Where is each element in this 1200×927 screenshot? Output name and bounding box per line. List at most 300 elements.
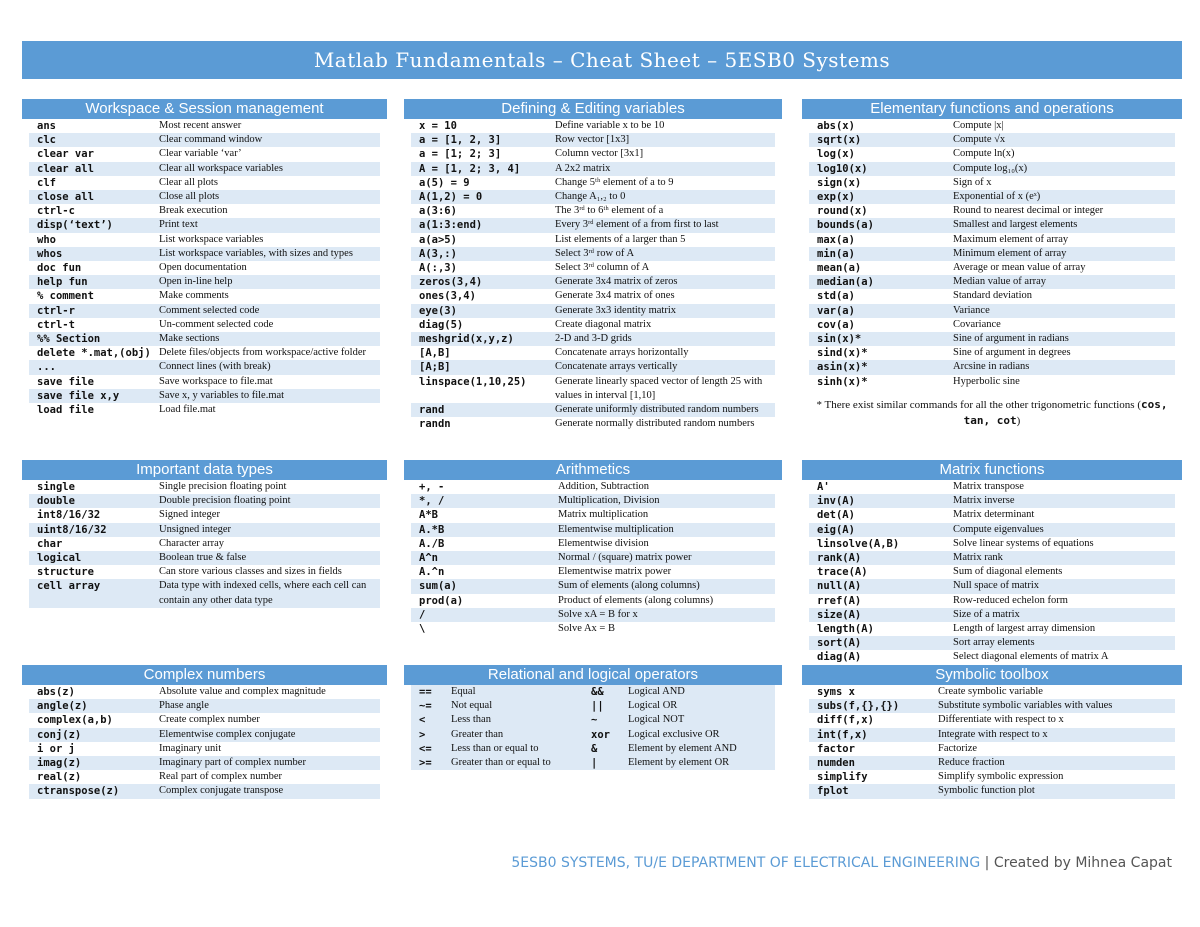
command-cell: \	[411, 622, 550, 636]
command-cell: max(a)	[809, 233, 945, 247]
section-header: Arithmetics	[404, 460, 782, 480]
section-defining	[404, 99, 782, 431]
table-row	[29, 537, 380, 551]
table-row	[809, 713, 1175, 727]
command-cell: disp(‘text’)	[29, 218, 151, 232]
description-cell: Covariance	[945, 318, 1175, 332]
description-cell: Change 5ᵗʰ element of a to 9	[547, 176, 775, 190]
command-cell: real(z)	[29, 770, 151, 784]
table-row	[411, 608, 775, 622]
command-cell: int8/16/32	[29, 508, 151, 522]
description-cell: Character array	[151, 537, 380, 551]
section-header: Important data types	[22, 460, 387, 480]
table-row	[29, 261, 380, 275]
description-cell: Real part of complex number	[151, 770, 380, 784]
command-cell: sign(x)	[809, 176, 945, 190]
command-cell: diag(5)	[411, 318, 547, 332]
footnote-text: * There exist similar commands for all the other trigonometric functions (	[816, 398, 1142, 411]
section-header: Matrix functions	[802, 460, 1182, 480]
table-row	[809, 756, 1175, 770]
table-row	[411, 261, 775, 275]
description-cell: Minimum element of array	[945, 247, 1175, 261]
command-cell: asin(x)*	[809, 360, 945, 374]
description-cell: Length of largest array dimension	[945, 622, 1175, 636]
command-cell: who	[29, 233, 151, 247]
table-row	[29, 551, 380, 565]
description-cell: Complex conjugate transpose	[151, 784, 380, 798]
table-row	[29, 699, 380, 713]
command-cell: char	[29, 537, 151, 551]
description-cell: Sort array elements	[945, 636, 1175, 650]
command-cell: linsolve(A,B)	[809, 537, 945, 551]
operator-table	[411, 685, 775, 770]
table-row	[411, 233, 775, 247]
command-table	[809, 480, 1175, 665]
section-relational	[404, 665, 782, 770]
table-row	[809, 685, 1175, 699]
table-row	[29, 579, 380, 607]
description-cell: Element by element OR	[620, 756, 775, 770]
description-cell: Elementwise complex conjugate	[151, 728, 380, 742]
description-cell: Sine of argument in degrees	[945, 346, 1175, 360]
description-cell: Generate linearly spaced vector of length 25 with values in interval [1,10]	[547, 375, 775, 403]
command-cell: rank(A)	[809, 551, 945, 565]
section-elementary	[802, 99, 1182, 429]
footnote-commands: cos, tan, cot	[963, 397, 1168, 427]
section-header: Elementary functions and operations	[802, 99, 1182, 119]
command-table	[411, 119, 775, 431]
description-cell: Logical AND	[620, 685, 775, 699]
command-cell: length(A)	[809, 622, 945, 636]
command-cell: ctrl-t	[29, 318, 151, 332]
table-row	[809, 636, 1175, 650]
table-row	[411, 318, 775, 332]
description-cell: Data type with indexed cells, where each cell can contain any other data type	[151, 579, 380, 607]
table-row	[29, 147, 380, 161]
command-cell: sinh(x)*	[809, 375, 945, 389]
command-cell: linspace(1,10,25)	[411, 375, 547, 403]
command-cell: numden	[809, 756, 930, 770]
table-row	[809, 523, 1175, 537]
command-cell: clear var	[29, 147, 151, 161]
command-cell: meshgrid(x,y,z)	[411, 332, 547, 346]
table-row	[809, 579, 1175, 593]
table-row	[411, 346, 775, 360]
description-cell: A 2x2 matrix	[547, 162, 775, 176]
command-cell: save file	[29, 375, 151, 389]
description-cell: Create symbolic variable	[930, 685, 1175, 699]
command-cell: randn	[411, 417, 547, 431]
command-cell: %% Section	[29, 332, 151, 346]
description-cell: Not equal	[443, 699, 583, 713]
command-cell: single	[29, 480, 151, 494]
description-cell: Integrate with respect to x	[930, 728, 1175, 742]
table-row	[809, 133, 1175, 147]
command-cell: ans	[29, 119, 151, 133]
command-cell: log10(x)	[809, 162, 945, 176]
command-cell: delete *.mat,(obj)	[29, 346, 151, 360]
command-cell: ctranspose(z)	[29, 784, 151, 798]
table-row	[29, 190, 380, 204]
command-table	[411, 480, 775, 636]
table-row	[411, 742, 775, 756]
section-complex	[22, 665, 387, 799]
command-cell: sort(A)	[809, 636, 945, 650]
table-row	[809, 650, 1175, 664]
description-cell: Most recent answer	[151, 119, 380, 133]
command-cell: [A,B]	[411, 346, 547, 360]
page-title: Matlab Fundamentals – Cheat Sheet – 5ESB0 Systems	[22, 41, 1182, 79]
table-row	[411, 119, 775, 133]
description-cell: Concatenate arrays vertically	[547, 360, 775, 374]
description-cell: Median value of array	[945, 275, 1175, 289]
table-row	[809, 594, 1175, 608]
table-row	[29, 289, 380, 303]
table-row	[411, 147, 775, 161]
table-row	[29, 375, 380, 389]
description-cell: Solve xA = B for x	[550, 608, 775, 622]
command-cell: x = 10	[411, 119, 547, 133]
table-row	[29, 176, 380, 190]
trig-footnote	[802, 397, 1182, 429]
command-cell: var(a)	[809, 304, 945, 318]
command-cell: median(a)	[809, 275, 945, 289]
description-cell: Differentiate with respect to x	[930, 713, 1175, 727]
table-row	[809, 537, 1175, 551]
description-cell: Multiplication, Division	[550, 494, 775, 508]
command-cell: A(:,3)	[411, 261, 547, 275]
description-cell: Exponential of x (eˣ)	[945, 190, 1175, 204]
command-cell: ones(3,4)	[411, 289, 547, 303]
section-arithmetics	[404, 460, 782, 636]
table-row	[411, 275, 775, 289]
command-table	[29, 119, 380, 417]
description-cell: Imaginary unit	[151, 742, 380, 756]
command-cell: +, -	[411, 480, 550, 494]
command-cell: zeros(3,4)	[411, 275, 547, 289]
table-row	[809, 770, 1175, 784]
description-cell: Generate 3x3 identity matrix	[547, 304, 775, 318]
table-row	[809, 289, 1175, 303]
table-row	[809, 551, 1175, 565]
description-cell: Product of elements (along columns)	[550, 594, 775, 608]
command-cell: load file	[29, 403, 151, 417]
description-cell: Clear all plots	[151, 176, 380, 190]
description-cell: Un-comment selected code	[151, 318, 380, 332]
command-cell: A^n	[411, 551, 550, 565]
table-row	[29, 494, 380, 508]
description-cell: Row vector [1x3]	[547, 133, 775, 147]
description-cell: Clear command window	[151, 133, 380, 147]
table-row	[411, 176, 775, 190]
description-cell: Absolute value and complex magnitude	[151, 685, 380, 699]
description-cell: Maximum element of array	[945, 233, 1175, 247]
operator-cell: |	[583, 756, 620, 770]
table-row	[411, 289, 775, 303]
description-cell: Generate 3x4 matrix of ones	[547, 289, 775, 303]
description-cell: Variance	[945, 304, 1175, 318]
table-row	[809, 346, 1175, 360]
section-header: Defining & Editing variables	[404, 99, 782, 119]
table-row	[809, 119, 1175, 133]
description-cell: Clear variable ‘var’	[151, 147, 380, 161]
description-cell: Matrix multiplication	[550, 508, 775, 522]
description-cell: Compute log₁₀(x)	[945, 162, 1175, 176]
command-cell: angle(z)	[29, 699, 151, 713]
command-cell: A'	[809, 480, 945, 494]
command-cell: a(5) = 9	[411, 176, 547, 190]
table-row	[411, 247, 775, 261]
command-cell: sin(x)*	[809, 332, 945, 346]
description-cell: Open in-line help	[151, 275, 380, 289]
table-row	[29, 523, 380, 537]
table-row	[29, 713, 380, 727]
table-row	[411, 508, 775, 522]
command-cell: A(1,2) = 0	[411, 190, 547, 204]
operator-cell: ~=	[411, 699, 443, 713]
description-cell: Imaginary part of complex number	[151, 756, 380, 770]
command-cell: bounds(a)	[809, 218, 945, 232]
description-cell: Define variable x to be 10	[547, 119, 775, 133]
description-cell: Double precision floating point	[151, 494, 380, 508]
table-row	[411, 537, 775, 551]
description-cell: Select 3ʳᵈ row of A	[547, 247, 775, 261]
description-cell: Normal / (square) matrix power	[550, 551, 775, 565]
operator-cell: <=	[411, 742, 443, 756]
command-cell: logical	[29, 551, 151, 565]
table-row	[29, 275, 380, 289]
table-row	[809, 608, 1175, 622]
command-cell: subs(f,{},{})	[809, 699, 930, 713]
description-cell: Phase angle	[151, 699, 380, 713]
description-cell: Select 3ʳᵈ column of A	[547, 261, 775, 275]
description-cell: Can store various classes and sizes in fields	[151, 565, 380, 579]
table-row	[29, 133, 380, 147]
description-cell: Element by element AND	[620, 742, 775, 756]
command-cell: [A;B]	[411, 360, 547, 374]
table-row	[29, 770, 380, 784]
description-cell: Substitute symbolic variables with values	[930, 699, 1175, 713]
table-row	[411, 685, 775, 699]
command-cell: diff(f,x)	[809, 713, 930, 727]
command-cell: sum(a)	[411, 579, 550, 593]
table-row	[29, 742, 380, 756]
table-row	[411, 594, 775, 608]
description-cell: Print text	[151, 218, 380, 232]
command-cell: log(x)	[809, 147, 945, 161]
table-row	[411, 622, 775, 636]
table-row	[29, 480, 380, 494]
command-cell: complex(a,b)	[29, 713, 151, 727]
description-cell: Clear all workspace variables	[151, 162, 380, 176]
command-cell: null(A)	[809, 579, 945, 593]
table-row	[29, 332, 380, 346]
section-matrix	[802, 460, 1182, 665]
table-row	[29, 685, 380, 699]
description-cell: Hyperbolic sine	[945, 375, 1175, 389]
footer	[511, 855, 1172, 871]
table-row	[411, 403, 775, 417]
command-cell: eye(3)	[411, 304, 547, 318]
command-cell: A*B	[411, 508, 550, 522]
table-row	[809, 508, 1175, 522]
description-cell: Null space of matrix	[945, 579, 1175, 593]
command-table	[809, 685, 1175, 799]
table-row	[809, 742, 1175, 756]
command-table	[29, 685, 380, 799]
command-cell: sind(x)*	[809, 346, 945, 360]
description-cell: Solve Ax = B	[550, 622, 775, 636]
table-row	[809, 162, 1175, 176]
command-cell: structure	[29, 565, 151, 579]
description-cell: Unsigned integer	[151, 523, 380, 537]
command-table	[809, 119, 1175, 389]
section-datatypes	[22, 460, 387, 608]
table-row	[809, 176, 1175, 190]
operator-cell: ~	[583, 713, 620, 727]
command-cell: A.*B	[411, 523, 550, 537]
table-row	[29, 204, 380, 218]
description-cell: Comment selected code	[151, 304, 380, 318]
command-cell: *, /	[411, 494, 550, 508]
description-cell: Average or mean value of array	[945, 261, 1175, 275]
table-row	[411, 204, 775, 218]
command-cell: % comment	[29, 289, 151, 303]
operator-cell: >	[411, 728, 443, 742]
table-row	[29, 119, 380, 133]
table-row	[411, 756, 775, 770]
description-cell: Column vector [3x1]	[547, 147, 775, 161]
command-cell: clf	[29, 176, 151, 190]
description-cell: Close all plots	[151, 190, 380, 204]
description-cell: Connect lines (with break)	[151, 360, 380, 374]
description-cell: Boolean true & false	[151, 551, 380, 565]
command-cell: double	[29, 494, 151, 508]
table-row	[809, 375, 1175, 389]
description-cell: Smallest and largest elements	[945, 218, 1175, 232]
table-row	[411, 190, 775, 204]
description-cell: Compute ln(x)	[945, 147, 1175, 161]
command-cell: simplify	[809, 770, 930, 784]
table-row	[411, 162, 775, 176]
table-row	[411, 480, 775, 494]
table-row	[29, 233, 380, 247]
description-cell: Save workspace to file.mat	[151, 375, 380, 389]
description-cell: Create diagonal matrix	[547, 318, 775, 332]
footer-credit: Created by Mihnea Capat	[993, 855, 1172, 871]
table-row	[29, 360, 380, 374]
description-cell: Less than or equal to	[443, 742, 583, 756]
command-cell: rref(A)	[809, 594, 945, 608]
command-cell: /	[411, 608, 550, 622]
section-header: Workspace & Session management	[22, 99, 387, 119]
footer-org: 5ESB0 SYSTEMS, TU/E DEPARTMENT OF ELECTRICAL ENGINEERING	[511, 855, 981, 871]
command-cell: whos	[29, 247, 151, 261]
footnote-suffix: )	[1016, 414, 1021, 427]
operator-cell: &&	[583, 685, 620, 699]
section-header: Symbolic toolbox	[802, 665, 1182, 685]
table-row	[29, 218, 380, 232]
description-cell: Generate normally distributed random numbers	[547, 417, 775, 431]
description-cell: Create complex number	[151, 713, 380, 727]
description-cell: Sum of diagonal elements	[945, 565, 1175, 579]
description-cell: Concatenate arrays horizontally	[547, 346, 775, 360]
footer-separator: |	[980, 855, 994, 871]
command-cell: ...	[29, 360, 151, 374]
command-cell: eig(A)	[809, 523, 945, 537]
command-cell: a(1:3:end)	[411, 218, 547, 232]
description-cell: Solve linear systems of equations	[945, 537, 1175, 551]
command-cell: save file x,y	[29, 389, 151, 403]
description-cell: Arcsine in radians	[945, 360, 1175, 374]
table-row	[809, 318, 1175, 332]
command-cell: a = [1, 2, 3]	[411, 133, 547, 147]
table-row	[29, 403, 380, 417]
command-cell: help fun	[29, 275, 151, 289]
description-cell: Standard deviation	[945, 289, 1175, 303]
description-cell: Compute eigenvalues	[945, 523, 1175, 537]
table-row	[411, 332, 775, 346]
description-cell: 2-D and 3-D grids	[547, 332, 775, 346]
command-cell: cov(a)	[809, 318, 945, 332]
table-row	[809, 204, 1175, 218]
table-row	[411, 304, 775, 318]
command-cell: diag(A)	[809, 650, 945, 664]
table-row	[411, 579, 775, 593]
description-cell: Round to nearest decimal or integer	[945, 204, 1175, 218]
section-workspace	[22, 99, 387, 417]
description-cell: Every 3ʳᵈ element of a from first to last	[547, 218, 775, 232]
table-row	[809, 218, 1175, 232]
command-cell: i or j	[29, 742, 151, 756]
description-cell: Break execution	[151, 204, 380, 218]
command-cell: size(A)	[809, 608, 945, 622]
description-cell: Select diagonal elements of matrix A	[945, 650, 1175, 664]
command-cell: close all	[29, 190, 151, 204]
description-cell: Make sections	[151, 332, 380, 346]
table-row	[29, 756, 380, 770]
description-cell: Elementwise multiplication	[550, 523, 775, 537]
description-cell: Open documentation	[151, 261, 380, 275]
command-cell: imag(z)	[29, 756, 151, 770]
description-cell: Generate 3x4 matrix of zeros	[547, 275, 775, 289]
description-cell: Sine of argument in radians	[945, 332, 1175, 346]
description-cell: Sign of x	[945, 176, 1175, 190]
command-cell: A./B	[411, 537, 550, 551]
description-cell: Compute √x	[945, 133, 1175, 147]
command-cell: sqrt(x)	[809, 133, 945, 147]
command-cell: a(3:6)	[411, 204, 547, 218]
description-cell: Elementwise matrix power	[550, 565, 775, 579]
description-cell: Make comments	[151, 289, 380, 303]
description-cell: Greater than	[443, 728, 583, 742]
section-symbolic	[802, 665, 1182, 799]
table-row	[809, 247, 1175, 261]
description-cell: Logical NOT	[620, 713, 775, 727]
command-cell: a(a>5)	[411, 233, 547, 247]
description-cell: Load file.mat	[151, 403, 380, 417]
command-cell: ctrl-r	[29, 304, 151, 318]
description-cell: Matrix rank	[945, 551, 1175, 565]
description-cell: Reduce fraction	[930, 756, 1175, 770]
table-row	[411, 565, 775, 579]
command-cell: ctrl-c	[29, 204, 151, 218]
description-cell: The 3ʳᵈ to 6ᵗʰ element of a	[547, 204, 775, 218]
operator-cell: &	[583, 742, 620, 756]
operator-cell: xor	[583, 728, 620, 742]
command-cell: A(3,:)	[411, 247, 547, 261]
description-cell: List workspace variables	[151, 233, 380, 247]
